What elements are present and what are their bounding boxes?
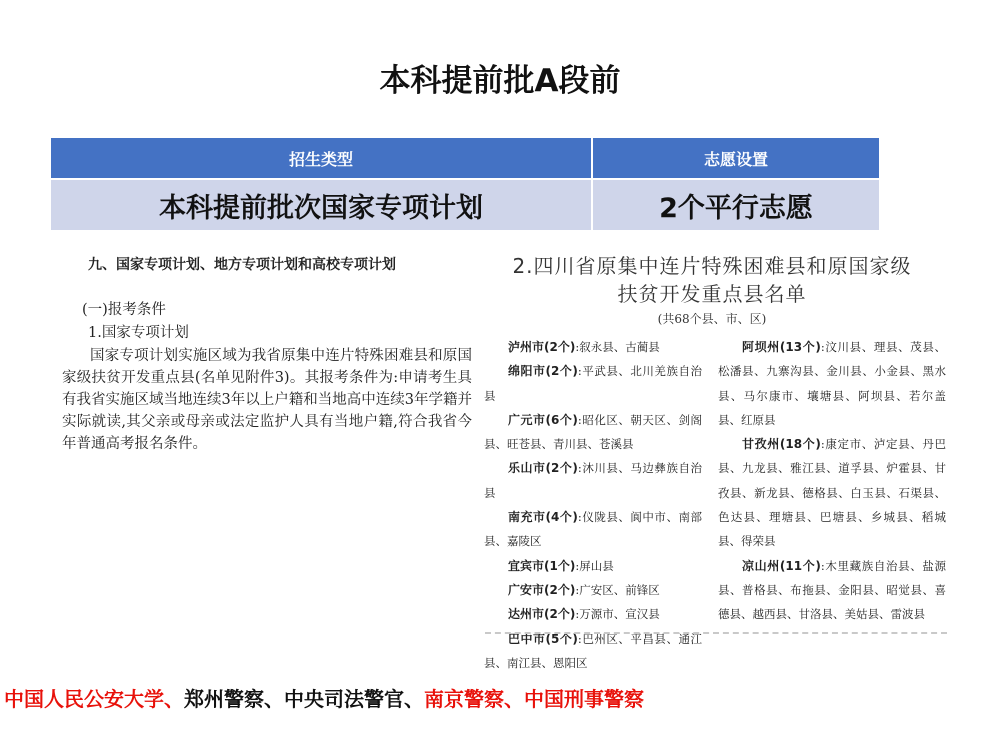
list-subtitle: (共68个县、市、区) xyxy=(657,312,767,326)
county-column-left xyxy=(478,335,712,675)
list-item: 达州市(2个):万源市、宣汉县 xyxy=(508,607,660,622)
list-item: 乐山市(2个):沐川县、马边彝族自治县 xyxy=(484,461,702,500)
school-names-black: 郑州警察、中央司法警官、 xyxy=(184,687,424,711)
police-schools-line xyxy=(4,683,644,712)
subsection-item: 1.国家专项计划 xyxy=(88,325,189,341)
policy-paragraph: 国家专项计划实施区域为我省原集中连片特殊困难县和原国家级扶贫开发重点县(名单见附件3)。其报考条件为:申请考生具有我省实施区域当地连续3年以上户籍和当地高中连续3年学籍并实际就读,其父亲或母亲或法定监护人具有当地户籍,符合我省今年普通高考报名条件。 xyxy=(62,348,472,452)
plan-table xyxy=(51,138,879,230)
header-admission-type: 招生类型 xyxy=(51,138,593,178)
table-header-row xyxy=(51,138,879,178)
county-list xyxy=(478,252,946,675)
list-item: 南充市(4个):仪陇县、阆中市、南部县、嘉陵区 xyxy=(484,510,702,549)
list-item: 宜宾市(1个):屏山县 xyxy=(508,558,614,573)
cell-volunteer-setting: 2个平行志愿 xyxy=(659,192,813,224)
school-name-red: 中国人民公安大学、 xyxy=(4,687,184,711)
list-item: 绵阳市(2个):平武县、北川羌族自治县 xyxy=(484,364,702,403)
list-item: 阿坝州(13个):汶川县、理县、茂县、松潘县、九寨沟县、金川县、小金县、黑水县、马尔康市、壤塘县、阿坝县、若尔盖县、红原县 xyxy=(718,340,947,427)
list-item: 广元市(6个):昭化区、朝天区、剑阁县、旺苍县、青川县、苍溪县 xyxy=(484,412,702,452)
table-row xyxy=(51,180,879,230)
list-item: 泸州市(2个):叙永县、古蔺县 xyxy=(508,340,660,354)
cell-admission-type: 本科提前批次国家专项计划 xyxy=(51,180,593,230)
list-title-line2: 扶贫开发重点县名单 xyxy=(617,282,807,306)
header-volunteer-setting: 志愿设置 xyxy=(703,149,768,169)
dashed-divider xyxy=(485,632,947,634)
policy-excerpt xyxy=(62,242,472,455)
county-column-right xyxy=(712,335,946,675)
list-item: 甘孜州(18个):康定市、泸定县、丹巴县、九龙县、雅江县、道孚县、炉霍县、甘孜县、新龙县、德格县、白玉县、石渠县、色达县、理塘县、巴塘县、乡城县、稻城县、得荣县 xyxy=(718,437,947,549)
subsection-heading: (一)报考条件 xyxy=(82,302,166,318)
list-item: 凉山州(11个):木里藏族自治县、盐源县、普格县、布拖县、金阳县、昭觉县、喜德县、越西县、甘洛县、美姑县、雷波县 xyxy=(718,558,947,622)
school-names-red: 南京警察、中国刑事警察 xyxy=(424,687,644,711)
section-title: 九、国家专项计划、地方专项计划和高校专项计划 xyxy=(88,257,396,273)
slide-title: 本科提前批A段前 xyxy=(379,63,621,99)
list-title-line1: 2.四川省原集中连片特殊困难县和原国家级 xyxy=(512,254,912,278)
list-item: 广安市(2个):广安区、前锋区 xyxy=(508,582,660,597)
list-item: 巴中市(5个):巴州区、平昌县、通江县、南江县、恩阳区 xyxy=(484,631,702,670)
